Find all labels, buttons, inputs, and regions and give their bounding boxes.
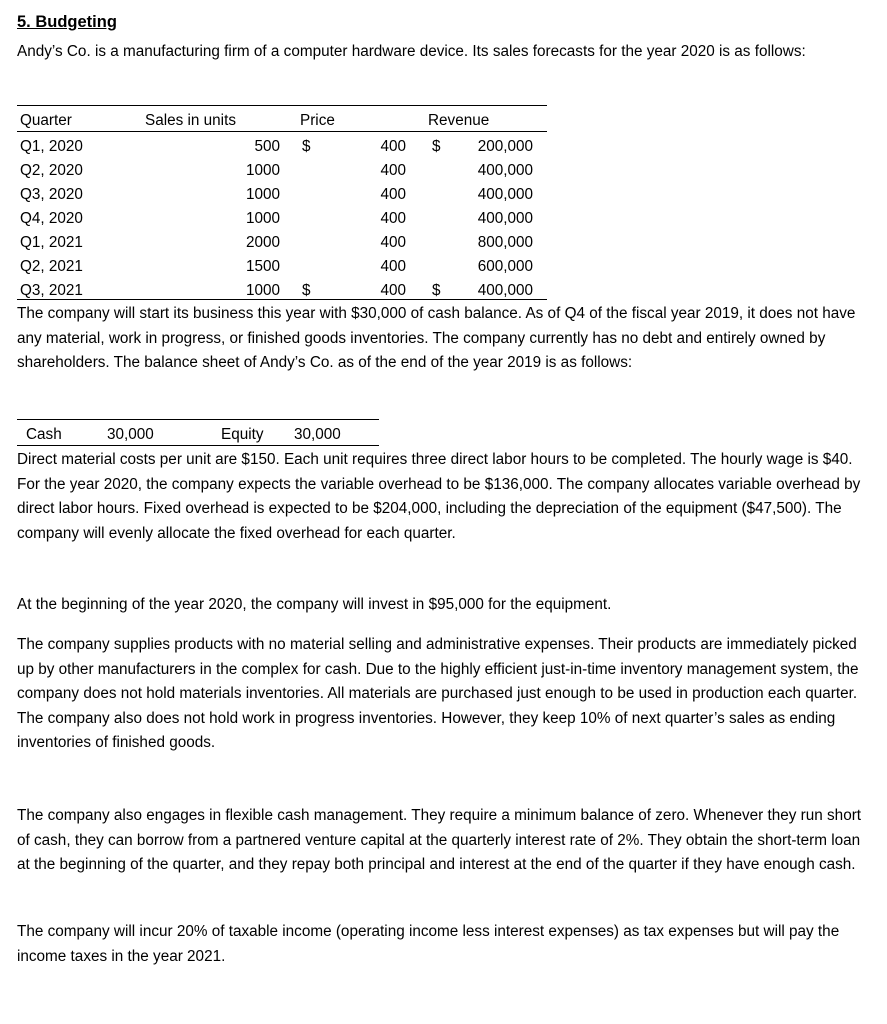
cash-value: 30,000 — [107, 426, 154, 443]
financing-paragraph: The company also engages in flexible cash management. They require a minimum balance of zero. Whenever they run short of cash, they can borrow from a partnered venture capital at the quarterly interest rate of 2%. They obtain the short-term loan at the beginning of the quarter, and they repay both principal and interest at the end of the quarter if they have enough cash. — [17, 807, 862, 873]
equity-value: 30,000 — [294, 426, 341, 443]
header-sales-units: Sales in units — [145, 112, 236, 129]
section-heading: 5. Budgeting — [17, 13, 117, 31]
table-top-rule — [17, 105, 547, 106]
cell-sales-units: 1000 — [245, 282, 280, 299]
cell-sales-units: 1500 — [245, 258, 280, 275]
header-revenue: Revenue — [428, 112, 490, 129]
cell-sales-units: 1000 — [245, 162, 280, 179]
tax-paragraph: The company will incur 20% of taxable income (operating income less interest expenses) as tax expenses but will pay the income taxes in the year 2021. — [17, 923, 840, 965]
balance-bottom-rule — [17, 445, 379, 446]
cell-price: 400 — [380, 258, 406, 275]
cell-price: 400 — [380, 282, 406, 299]
table-header-rule — [17, 131, 547, 132]
cell-price-sign: $ — [302, 138, 311, 155]
cell-quarter: Q2, 2021 — [20, 258, 83, 275]
cell-revenue: 400,000 — [477, 162, 533, 179]
cell-price: 400 — [380, 186, 406, 203]
cell-price-sign: $ — [302, 282, 311, 299]
cell-quarter: Q1, 2020 — [20, 138, 83, 155]
inventory-paragraph: The company supplies products with no material selling and administrative expenses. Their products are immediately picked up by other manufacturers in the complex for cash. Due to the highly efficient just-in-time inventory management system, the company does not hold materials inventories. All materials are purchased just enough to be used in production each quarter. The company also does not hold work in progress inventories. However, they keep 10% of next quarter’s sales as ending inventories of finished goods. — [17, 636, 859, 751]
header-quarter: Quarter — [20, 112, 72, 129]
cell-price: 400 — [380, 210, 406, 227]
equity-label: Equity — [221, 426, 264, 443]
intro-paragraph: Andy’s Co. is a manufacturing firm of a computer hardware device. Its sales forecasts for the year 2020 is as follows: — [17, 43, 806, 60]
cell-quarter: Q4, 2020 — [20, 210, 83, 227]
cell-revenue: 600,000 — [477, 258, 533, 275]
balance-top-rule — [17, 419, 379, 420]
cell-sales-units: 2000 — [245, 234, 280, 251]
cell-sales-units: 1000 — [245, 186, 280, 203]
cell-quarter: Q2, 2020 — [20, 162, 83, 179]
cell-price: 400 — [380, 234, 406, 251]
cell-sales-units: 1000 — [245, 210, 280, 227]
cell-revenue: 200,000 — [477, 138, 533, 155]
cell-quarter: Q3, 2020 — [20, 186, 83, 203]
costs-paragraph: Direct material costs per unit are $150. Each unit requires three direct labor hours to be completed. The hourly wage is $40. For the year 2020, the company expects the variable overhead to be $136,000. The company allocates variable overhead by direct labor hours. Fixed overhead is expected to be $204,000, including the depreciation of the equipment ($47,500). The company will evenly allocate the fixed overhead for each quarter. — [17, 451, 861, 542]
cell-revenue: 400,000 — [477, 282, 533, 299]
cell-revenue-sign: $ — [432, 282, 441, 299]
cell-revenue: 800,000 — [477, 234, 533, 251]
cell-sales-units: 500 — [254, 138, 280, 155]
cell-price: 400 — [380, 138, 406, 155]
cash-paragraph: The company will start its business this year with $30,000 of cash balance. As of Q4 of the fiscal year 2019, it does not have any material, work in progress, or finished goods inventories. The company currently has no debt and entirely owned by shareholders. The balance sheet of Andy’s Co. as of the end of the year 2019 is as follows: — [17, 305, 856, 371]
header-price: Price — [300, 112, 335, 129]
cell-revenue: 400,000 — [477, 210, 533, 227]
cell-quarter: Q1, 2021 — [20, 234, 83, 251]
cell-revenue: 400,000 — [477, 186, 533, 203]
cash-label: Cash — [26, 426, 62, 443]
equipment-paragraph: At the beginning of the year 2020, the company will invest in $95,000 for the equipment. — [17, 596, 612, 613]
cell-price: 400 — [380, 162, 406, 179]
cell-quarter: Q3, 2021 — [20, 282, 83, 299]
cell-revenue-sign: $ — [432, 138, 441, 155]
